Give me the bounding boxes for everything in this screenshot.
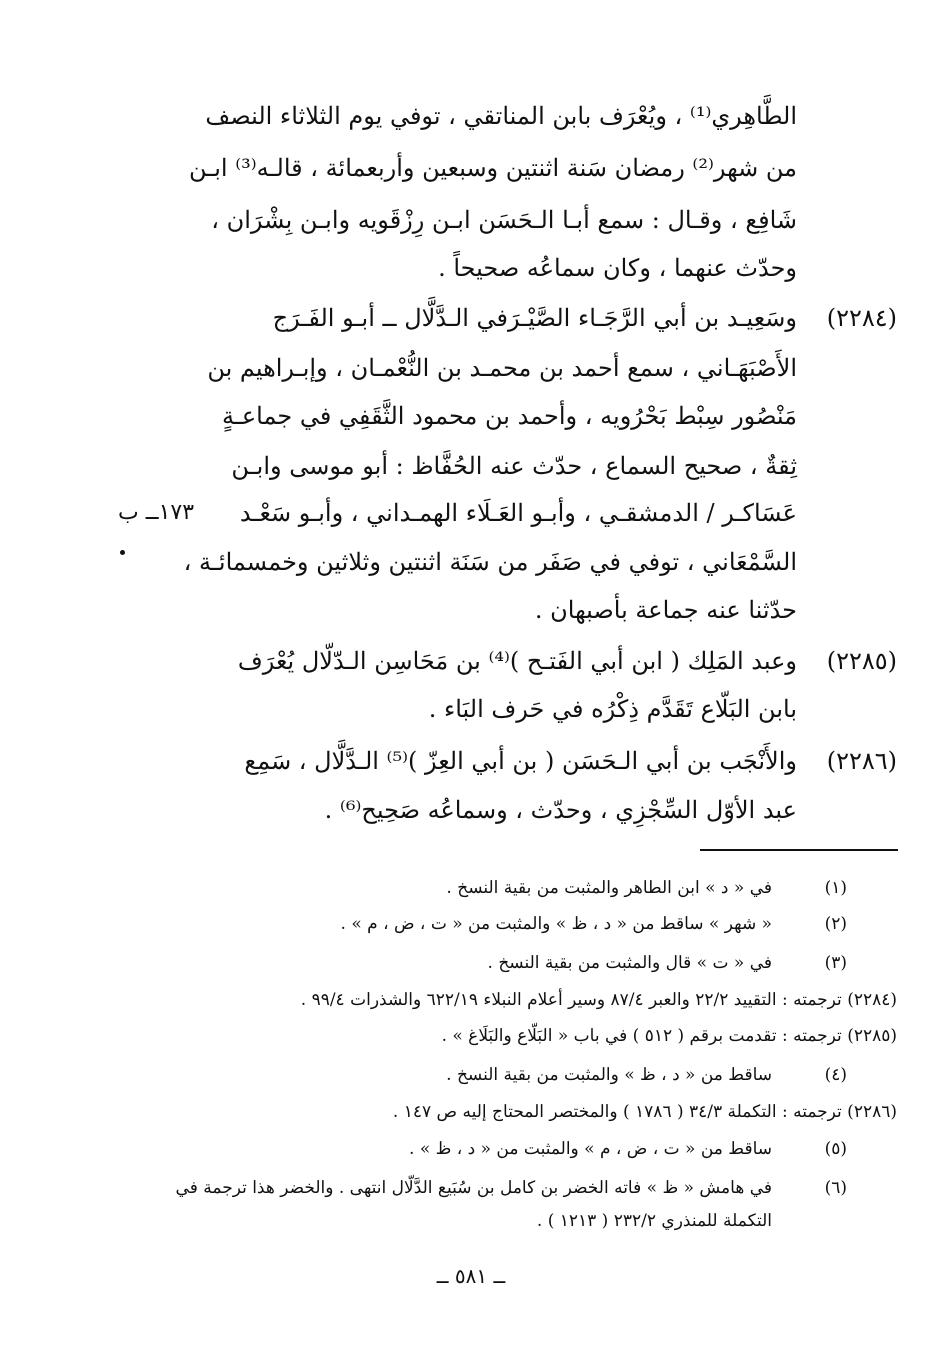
footnote-number: (١) [824,878,847,898]
text-line: عبد الأوّل السِّجْزِي ، وحدّث ، وسماعُه صَحِيح⁽⁶⁾ . [324,796,797,824]
text-line: بابن البَلّاع تَقَدَّم ذِكْرُه في حَرف البَاء . [428,695,797,723]
footnote-text: ساقط من « د ، ظ » والمثبت من بقية النسخ . [446,1065,772,1085]
footnote-text: (٢٢٨٦) ترجمته : التكملة ٣٤/٣ ( ١٧٨٦ ) والمختصر المحتاج إليه ص ١٤٧ . [392,1102,897,1122]
footnote-number: (٦) [824,1178,847,1198]
footnote-number: (٢) [824,914,847,934]
footnote-text: ساقط من « ت ، ض ، م » والمثبت من « د ، ظ » . [409,1139,772,1159]
footnote-text: في « ت » قال والمثبت من بقية النسخ . [487,953,772,973]
text-line: ثِقةٌ ، صحيح السماع ، حدّث عنه الحُفَّاظ : أبو موسى وابـن [231,452,797,480]
entry-number: (٢٢٨٤) [826,304,897,332]
margin-folio-note: ١٧٣ــ ب [118,500,195,525]
text-line: مَنْصُور سِبْط بَحْرُويه ، وأحمد بن محمود الثَّقَفِي في جماعـةٍ [221,402,797,430]
entry-number: (٢٢٨٥) [826,647,897,675]
entry-number: (٢٢٨٦) [826,747,897,775]
text-line: شَافِع ، وقـال : سمع أبـا الـحَسَن ابـن رِزْقَويه وابـن بِشْرَان ، [211,206,797,234]
text-line: وحدّث عنهما ، وكان سماعُه صحيحاً . [438,254,797,282]
footnote-text: التكملة للمنذري ٢٣٢/٢ ( ١٢١٣ ) . [536,1211,772,1231]
footnote-number: (٥) [824,1139,847,1159]
text-line: من شهر⁽²⁾ رمضان سَنة اثنتين وسبعين وأربعمائة ، قالـه⁽³⁾ ابـن [188,154,797,182]
text-line: الأَصْبَهَـاني ، سمع أحمد بن محمـد بن النُّعْمـان ، وإبـراهيم بن [207,354,797,382]
footnote-number: (٣) [824,953,847,973]
text-line: السَّمْعَاني ، توفي في صَفَر من سَنَة اثنتين وثلاثين وخمسمائـة ، [183,548,797,576]
text-line: وعبد المَلِك ( ابن أبي الفَتـح )⁽⁴⁾ بن مَحَاسِن الـدّلّال يُعْرَف [237,647,797,675]
footnote-text: في هامش « ظ » فاته الخضر بن كامل بن سُبَيع الدَّلّال انتهى . والخضر هذا ترجمة في [175,1178,772,1198]
footnote-text: (٢٢٨٥) ترجمته : تقدمت برقم ( ٥١٢ ) في باب « البَلّاع والبَلَاغ » . [441,1026,897,1046]
text-line: حدّثنا عنه جماعة بأصبهان . [534,596,797,624]
text-line: وسَعِيـد بن أبي الرَّجَـاء الصَّيْـرَفي الـدَّلَّال ــ أبـو الفَـرَج [272,304,797,332]
footnote-divider [700,849,898,851]
page-number: ــ ٥٨١ ــ [436,1264,506,1288]
footnote-text: في « د » ابن الطاهر والمثبت من بقية النسخ . [446,878,772,898]
footnote-number: (٤) [824,1065,847,1085]
footnote-text: (٢٢٨٤) ترجمته : التقييد ٢٢/٢ والعبر ٨٧/٤ وسير أعلام النبلاء ٦٢٢/١٩ والشذرات ٩٩/٤ . [300,990,897,1010]
text-line: عَسَاكـر / الدمشقـي ، وأبـو العَـلَاء الهمـداني ، وأبـو سَعْـد [239,499,797,527]
footnote-text: « شهر » ساقط من « د ، ظ » والمثبت من « ت ، ض ، م » . [340,914,772,934]
text-line: الطَّاهِري⁽¹⁾ ، ويُعْرَف بابن المناتقي ، توفي يوم الثلاثاء النصف [205,102,797,130]
text-line: والأَنْجَب بن أبي الـحَسَن ( بن أبي العِزّ )⁽⁵⁾ الـدَّلَّال ، سَمِع [244,747,797,775]
margin-dot [120,550,125,555]
